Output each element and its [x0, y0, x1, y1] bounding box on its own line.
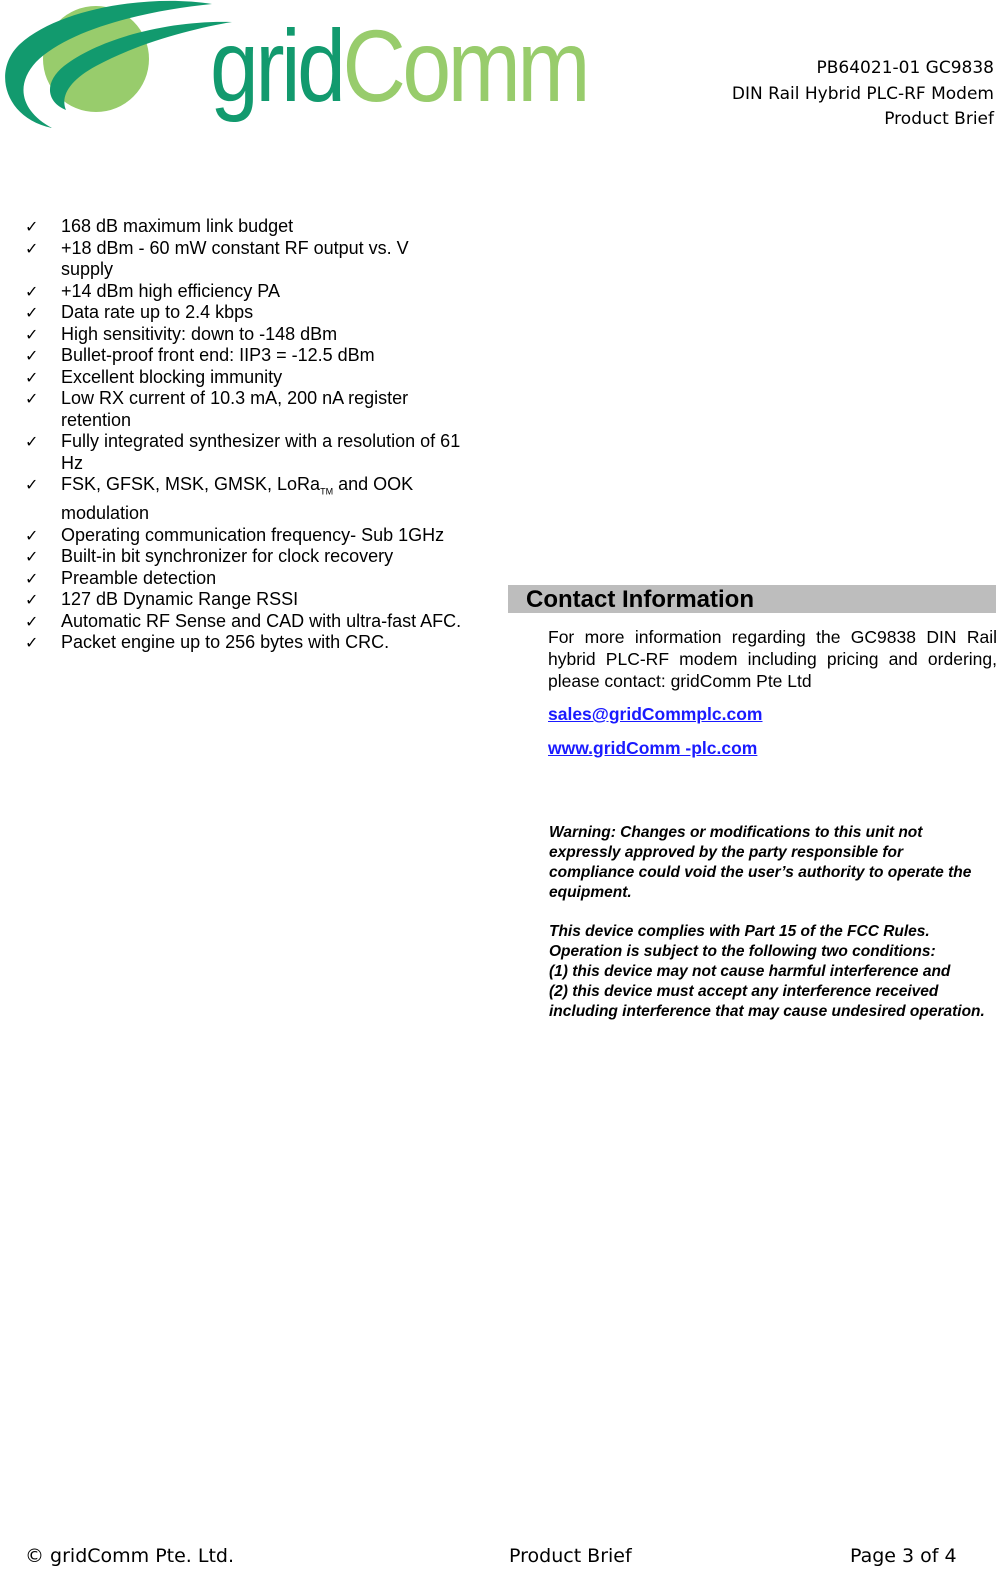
fcc-line: (2) this device must accept any interference received including interference that may cause undesired operation.: [549, 983, 985, 1020]
list-item: ✓ Built-in bit synchronizer for clock recovery: [25, 546, 394, 567]
logo-wordmark: [210, 6, 587, 126]
trademark-subscript: TM: [320, 486, 334, 497]
list-item: ✓ Preamble detection: [25, 567, 217, 588]
feature-list: [25, 216, 465, 654]
logo-swoosh-icon: [0, 0, 240, 135]
checkmark-icon: ✓: [25, 303, 39, 322]
fcc-line: (1) this device may not cause harmful interference and: [549, 963, 951, 980]
checkmark-icon: ✓: [25, 389, 39, 408]
checkmark-icon: ✓: [25, 611, 39, 631]
list-item: ✓ Low RX current of 10.3 mA, 200 nA register retention: [25, 388, 409, 430]
fcc-line: This device complies with Part 15 of the FCC Rules.: [549, 923, 930, 940]
list-item: ✓ Data rate up to 2.4 kbps: [25, 302, 254, 322]
list-item: ✓ Fully integrated synthesizer with a resolution of 61 Hz: [25, 431, 461, 473]
list-item: ✓ +14 dBm high efficiency PA: [25, 280, 280, 301]
section-title: Contact Information: [526, 586, 754, 613]
checkmark-icon: ✓: [25, 475, 39, 494]
contact-section-header: [508, 585, 996, 613]
list-item: ✓ 168 dB maximum link budget: [25, 216, 294, 236]
logo-text-grid: grid: [210, 9, 343, 123]
email-link[interactable]: sales@gridCommplc.com: [548, 704, 763, 724]
fcc-line: Operation is subject to the following two conditions:: [549, 943, 936, 960]
checkmark-icon: ✓: [25, 238, 39, 258]
list-item: ✓ Operating communication frequency- Sub 1GHz: [25, 524, 445, 545]
logo-text-comm: Comm: [342, 9, 588, 123]
list-item: ✓ Packet engine up to 256 bytes with CRC.: [25, 632, 390, 653]
checkmark-icon: ✓: [25, 547, 39, 567]
checkmark-icon: ✓: [25, 367, 39, 387]
website-link[interactable]: www.gridComm -plc.com: [548, 738, 758, 758]
doc-number: PB64021-01 GC9838: [816, 58, 994, 78]
checkmark-icon: ✓: [25, 432, 39, 451]
checkmark-icon: ✓: [25, 590, 39, 610]
list-item: ✓ Excellent blocking immunity: [25, 366, 283, 387]
list-item: ✓ FSK, GFSK, MSK, GMSK, LoRa$_{TM}$ and OOK modulation: [25, 474, 414, 524]
footer-page-number: Page 3 of 4: [850, 1545, 957, 1567]
checkmark-icon: ✓: [25, 525, 39, 545]
contact-body-text: For more information regarding the GC9838 DIN Rail hybrid PLC-RF modem including pricing and ordering, please contact: gridComm Pte Ltd: [548, 627, 997, 691]
fcc-compliance-paragraph: [549, 922, 989, 1022]
warning-paragraph: Warning: Changes or modifications to this unit not expressly approved by the party responsible for compliance could void the user’s authority to operate the equipment.: [549, 824, 972, 901]
footer-copyright: © gridComm Pte. Ltd.: [25, 1545, 235, 1567]
list-item: ✓ High sensitivity: down to -148 dBm: [25, 323, 338, 344]
checkmark-icon: ✓: [25, 633, 39, 653]
list-item: ✓ +18 dBm - 60 mW constant RF output vs. V supply: [25, 237, 409, 279]
checkmark-icon: ✓: [25, 346, 39, 365]
list-item: ✓ Automatic RF Sense and CAD with ultra-fast AFC.: [25, 610, 462, 631]
checkmark-icon: ✓: [25, 281, 39, 301]
doc-type: Product Brief: [884, 109, 994, 129]
product-name: DIN Rail Hybrid PLC-RF Modem: [731, 83, 994, 104]
checkmark-icon: ✓: [25, 324, 39, 344]
checkmark-icon: ✓: [25, 217, 39, 236]
gridcomm-logo: [0, 0, 620, 135]
list-item: ✓ Bullet-proof front end: IIP3 = -12.5 dBm: [25, 345, 375, 365]
list-item: ✓ 127 dB Dynamic Range RSSI: [25, 589, 299, 610]
document-header: [732, 56, 994, 133]
checkmark-icon: ✓: [25, 568, 39, 588]
footer-doc-type: Product Brief: [509, 1545, 632, 1567]
